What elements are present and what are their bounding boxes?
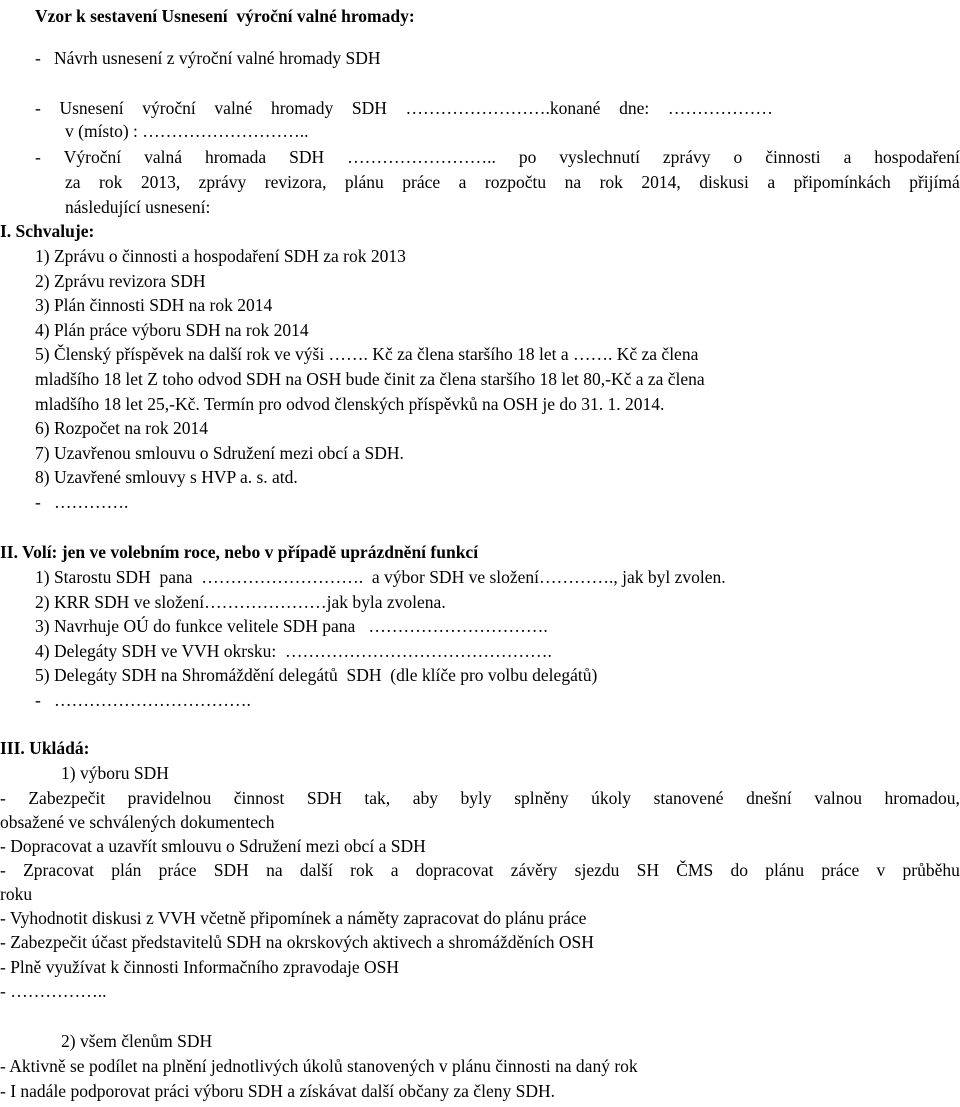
section2-heading: II. Volí: jen ve volebním roce, nebo v případě uprázdnění funkcí (0, 542, 479, 562)
section1-item: - …………. (35, 492, 129, 512)
section1-item: 2) Zprávu revizora SDH (35, 270, 206, 291)
zpracovat-word: průběhu (902, 860, 960, 880)
zabezpecit-word: valnou (814, 788, 862, 808)
intro-usneseni-line (35, 96, 773, 120)
zpracovat-word: a (390, 860, 399, 880)
zabezpecit-word: aby (412, 788, 438, 808)
usneseni-word: hromady (270, 98, 334, 118)
section3-item: - …………….. (0, 980, 107, 1001)
zarok-word: za (65, 172, 81, 192)
section1-item: 1) Zprávu o činnosti a hospodaření SDH za rok 2013 (35, 246, 406, 266)
zpracovat-word: rok (350, 860, 374, 880)
section1-item: 3) Plán činnosti SDH na rok 2014 (35, 295, 273, 316)
section1-item: mladšího 18 let Z toho odvod SDH na OSH bude činit za člena staršího 18 let 80,-Kč a za člena (35, 369, 705, 389)
usneseni-word: …………………….konané (405, 98, 601, 118)
section3-sub2: 2) všem členům SDH (61, 1031, 213, 1051)
zabezpecit-word: SDH (306, 788, 342, 808)
document-title: Vzor k sestavení Usnesení výroční valné hromady: (35, 6, 415, 26)
vyrocni-word: hospodaření (874, 147, 960, 167)
zarok-word: rok (599, 172, 623, 192)
zpracovat-word: v (876, 860, 886, 880)
intro-vyrocni-line (35, 145, 960, 169)
usneseni-word: valné (214, 98, 253, 118)
section1-heading: I. Schvaluje: (0, 221, 95, 241)
zpracovat-word: ČMS (676, 860, 714, 880)
zabezpecit-word: dnešní (746, 788, 792, 808)
zpracovat-word: plánu (765, 860, 805, 880)
zpracovat-word: SH (636, 860, 659, 880)
vyrocni-word: vyslechnutí (559, 147, 640, 167)
zpracovat-word: sjezdu (574, 860, 620, 880)
zabezpecit-word: úkoly (591, 788, 632, 808)
section1-item: mladšího 18 let 25,-Kč. Termín pro odvod členských příspěvků na OSH je do 31. 1. 2014. (35, 393, 665, 414)
zpracovat-word: do (730, 860, 748, 880)
zarok-word: rok (99, 172, 123, 192)
zabezpecit-word: činnost (233, 788, 285, 808)
zarok-word: přijímá (909, 172, 960, 192)
zabezpecit-word: Zabezpečit (28, 788, 106, 808)
section3-heading: III. Ukládá: (0, 738, 90, 758)
zabezpecit-word: splněny (514, 788, 569, 808)
zarok-word: diskusi (699, 172, 749, 192)
zpracovat-word: další (299, 860, 333, 880)
zpracovat-word: na (266, 860, 283, 880)
vyrocni-word: valná (144, 147, 182, 167)
vyrocni-word: po (518, 147, 537, 167)
vyrocni-word: o (733, 147, 743, 167)
section1-item: 8) Uzavřené smlouvy s HVP a. s. atd. (35, 467, 298, 488)
usneseni-word: - (35, 98, 41, 118)
section3-item: - Plně využívat k činnosti Informačního zpravodaje OSH (0, 956, 399, 977)
vyrocni-word: Výroční (63, 147, 122, 167)
section2-item: 3) Navrhuje OÚ do funkce velitele SDH pana …………………………. (35, 616, 548, 637)
zarok-word: a (767, 172, 776, 192)
zarok-word: na (564, 172, 582, 192)
zabezpecit-word: tak, (364, 788, 391, 808)
section1-item: 6) Rozpočet na rok 2014 (35, 418, 209, 439)
zabezpecit-word: - (0, 788, 6, 808)
zarok-word: rozpočtu (484, 172, 547, 192)
section1-item: 7) Uzavřenou smlouvu o Sdružení mezi obcí a SDH. (35, 442, 404, 463)
zpracovat-word: plán (111, 860, 142, 880)
section3-item2: - Aktivně se podílet na plnění jednotlivých úkolů stanovených v plánu činnosti na daný rok (0, 1056, 638, 1076)
zarok-word: práce (402, 172, 441, 192)
intro-misto-line: v (místo) : ……………………….. (65, 121, 309, 141)
zarok-word: a (458, 172, 467, 192)
usneseni-word: dne: (619, 98, 650, 118)
section3-zabezpecit-line (0, 786, 960, 810)
section2-item: 1) Starostu SDH pana ………………………. a výbor SDH ve složení…………., jak byl zvolen. (35, 567, 726, 587)
zarok-word: revizora, (264, 172, 327, 192)
zarok-word: připomínkách (793, 172, 891, 192)
vyrocni-word: činnosti (765, 147, 821, 167)
section3-roku-line: roku (0, 884, 33, 904)
intro-navrh-line: - Návrh usnesení z výroční valné hromady SDH (35, 48, 381, 68)
zpracovat-word: práce (158, 860, 197, 880)
zarok-word: 2013, (140, 172, 181, 192)
zarok-word: zprávy (198, 172, 247, 192)
zarok-word: plánu (344, 172, 384, 192)
section1-item: 5) Členský příspěvek na další rok ve výši ……. Kč za člena staršího 18 let a ……. Kč za člena (35, 344, 699, 365)
vyrocni-word: SDH (289, 147, 325, 167)
section3-item2: - I nadále podporovat práci výboru SDH a získávat další občany za členy SDH. (0, 1080, 555, 1101)
usneseni-word: SDH (351, 98, 387, 118)
zabezpecit-word: stanovené (653, 788, 724, 808)
zarok-word: 2014, (641, 172, 681, 192)
zpracovat-word: práce (821, 860, 860, 880)
zpracovat-word: závěry (510, 860, 558, 880)
zpracovat-word: Zpracovat (23, 860, 95, 880)
section2-item: 4) Delegáty SDH ve VVH okrsku: ………………………………………. (35, 640, 552, 661)
usneseni-word: Usnesení (59, 98, 124, 118)
vyrocni-word: - (35, 147, 41, 167)
section2-item: 2) KRR SDH ve složení…………………jak byla zvolena. (35, 591, 446, 612)
section3-sub1: 1) výboru SDH (61, 763, 169, 783)
section3-item: - Zabezpečit účast představitelů SDH na okrskových aktivech a shromážděních OSH (0, 932, 594, 953)
intro-zarok-line (65, 170, 960, 194)
section3-dopracovat-line: - Dopracovat a uzavřít smlouvu o Sdružení mezi obcí a SDH (0, 836, 426, 856)
vyrocni-word: a (843, 147, 852, 167)
section2-item: - ……………………………. (35, 690, 251, 710)
zpracovat-word: - (0, 860, 6, 880)
usneseni-word: ……………… (667, 98, 773, 118)
zpracovat-word: SDH (213, 860, 249, 880)
section1-item: 4) Plán práce výboru SDH na rok 2014 (35, 319, 309, 340)
zabezpecit-word: pravidelnou (127, 788, 212, 808)
zabezpecit-word: byly (460, 788, 492, 808)
vyrocni-word: hromada (204, 147, 267, 167)
intro-nasledujici-line: následující usnesení: (65, 197, 211, 217)
vyrocni-word: zprávy (662, 147, 711, 167)
vyrocni-word: …………………….. (347, 147, 496, 167)
zabezpecit-word: hromadou, (884, 788, 960, 808)
section3-zpracovat-line (0, 858, 960, 882)
usneseni-word: výroční (142, 98, 196, 118)
section3-obsazene-line: obsažené ve schválených dokumentech (0, 812, 275, 832)
zpracovat-word: dopracovat (415, 860, 494, 880)
section2-item: 5) Delegáty SDH na Shromáždění delegátů SDH (dle klíče pro volbu delegátů) (35, 665, 598, 686)
section3-item: - Vyhodnotit diskusi z VVH včetně připomínek a náměty zapracovat do plánu práce (0, 908, 587, 928)
